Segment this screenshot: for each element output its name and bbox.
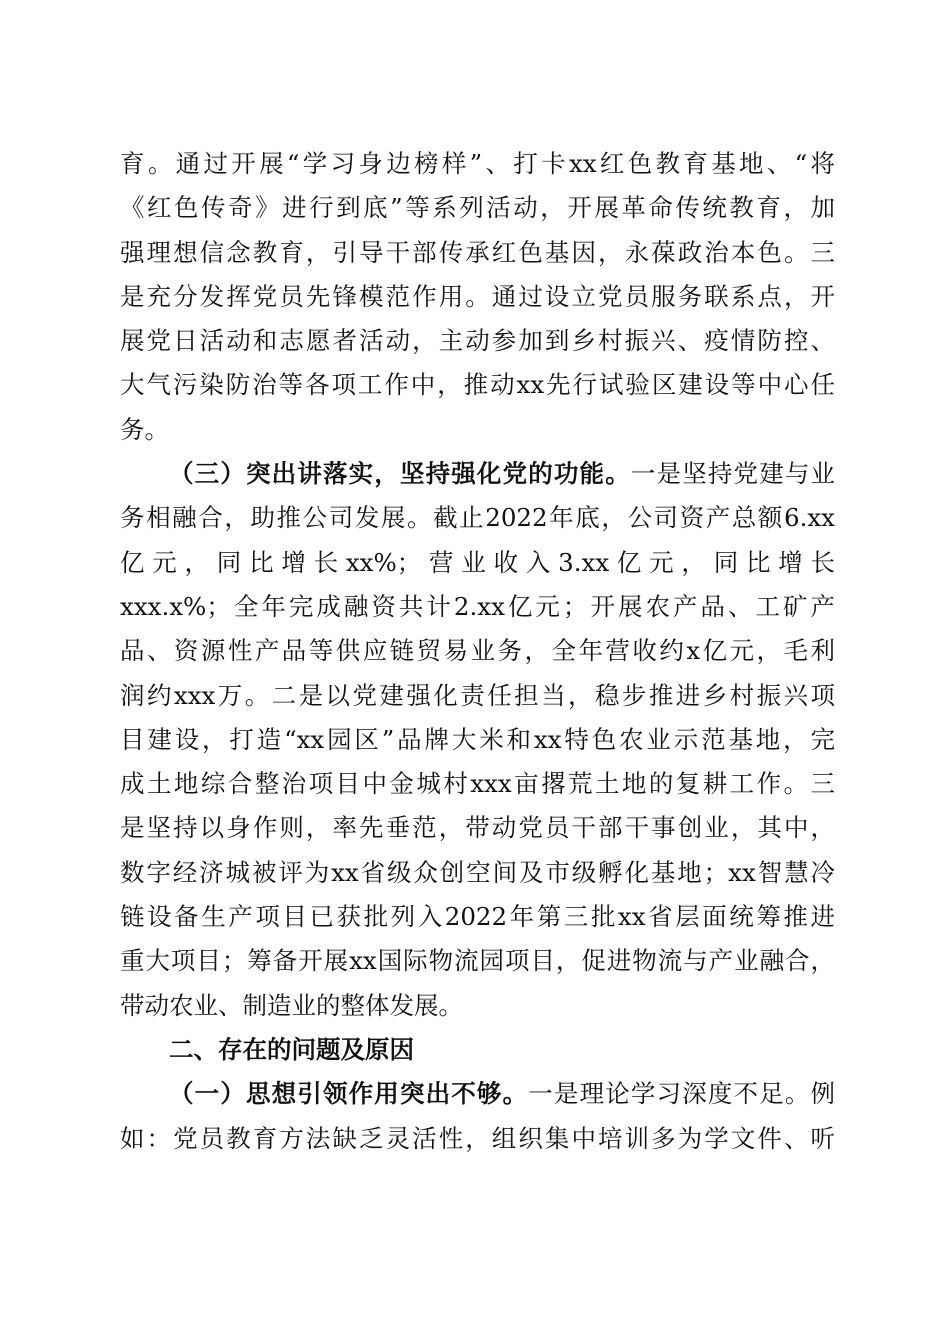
subheading-one: （一）思想引领作用突出不够。: [169, 1079, 529, 1109]
text-line: [120, 452, 835, 496]
paragraph-problems: [120, 1072, 835, 1161]
text-line: 带动农业、制造业的整体发展。: [120, 990, 463, 1020]
text-line: 润约xxx万。二是以党建强化责任担当，稳步推进乡村振兴项: [120, 680, 835, 710]
text-line: 亿元，同比增长xx%；营业收入3.xx亿元，同比增长: [120, 547, 835, 577]
subheading-three: （三）突出讲落实，坚持强化党的功能。: [169, 459, 631, 489]
paragraph-implementation: [120, 452, 835, 1028]
text-line: 重大项目；筹备开展xx国际物流园项目，促进物流与产业融合，: [120, 946, 835, 976]
text-line: 强理想信念教育，引导干部传承红色基因，永葆政治本色。三: [120, 237, 835, 267]
text-line: [120, 1072, 835, 1116]
text-line: 大气污染防治等各项工作中，推动xx先行试验区建设等中心任: [120, 370, 835, 400]
text-segment: 一是坚持党建与业: [630, 459, 836, 489]
text-line: 数字经济城被评为xx省级众创空间及市级孵化基地；xx智慧冷: [120, 857, 835, 887]
text-line: 务相融合，助推公司发展。截止2022年底，公司资产总额6.xx: [120, 503, 835, 533]
text-line: 是坚持以身作则，率先垂范，带动党员干部干事创业，其中，: [120, 813, 835, 843]
text-line: 品、资源性产品等供应链贸易业务，全年营收约x亿元，毛利: [120, 636, 835, 666]
text-segment: 一是理论学习深度不足。例: [528, 1079, 836, 1109]
text-line: xxx.x%；全年完成融资共计2.xx亿元；开展农产品、工矿产: [120, 591, 835, 621]
text-line: 务。: [120, 414, 169, 444]
text-line: 展党日活动和志愿者活动，主动参加到乡村振兴、疫情防控、: [120, 326, 835, 356]
text-line: 《红色传奇》进行到底”等系列活动，开展革命传统教育，加: [120, 193, 835, 223]
text-line: 链设备生产项目已获批列入2022年第三批xx省层面统筹推进: [120, 902, 835, 932]
section-heading-problems: 二、存在的问题及原因: [169, 1034, 414, 1064]
text-line: 成土地综合整治项目中金城村xxx亩撂荒土地的复耕工作。三: [120, 769, 835, 799]
text-line: 是充分发挥党员先锋模范作用。通过设立党员服务联系点，开: [120, 281, 835, 311]
document-body: [120, 142, 835, 1161]
text-line: 如：党员教育方法缺乏灵活性，组织集中培训多为学文件、听: [120, 1123, 835, 1153]
paragraph-red-education: [120, 142, 835, 452]
text-line: 育。通过开展“学习身边榜样”、打卡xx红色教育基地、“将: [120, 149, 835, 178]
text-line: 目建设，打造“xx园区”品牌大米和xx特色农业示范基地，完: [120, 724, 835, 754]
